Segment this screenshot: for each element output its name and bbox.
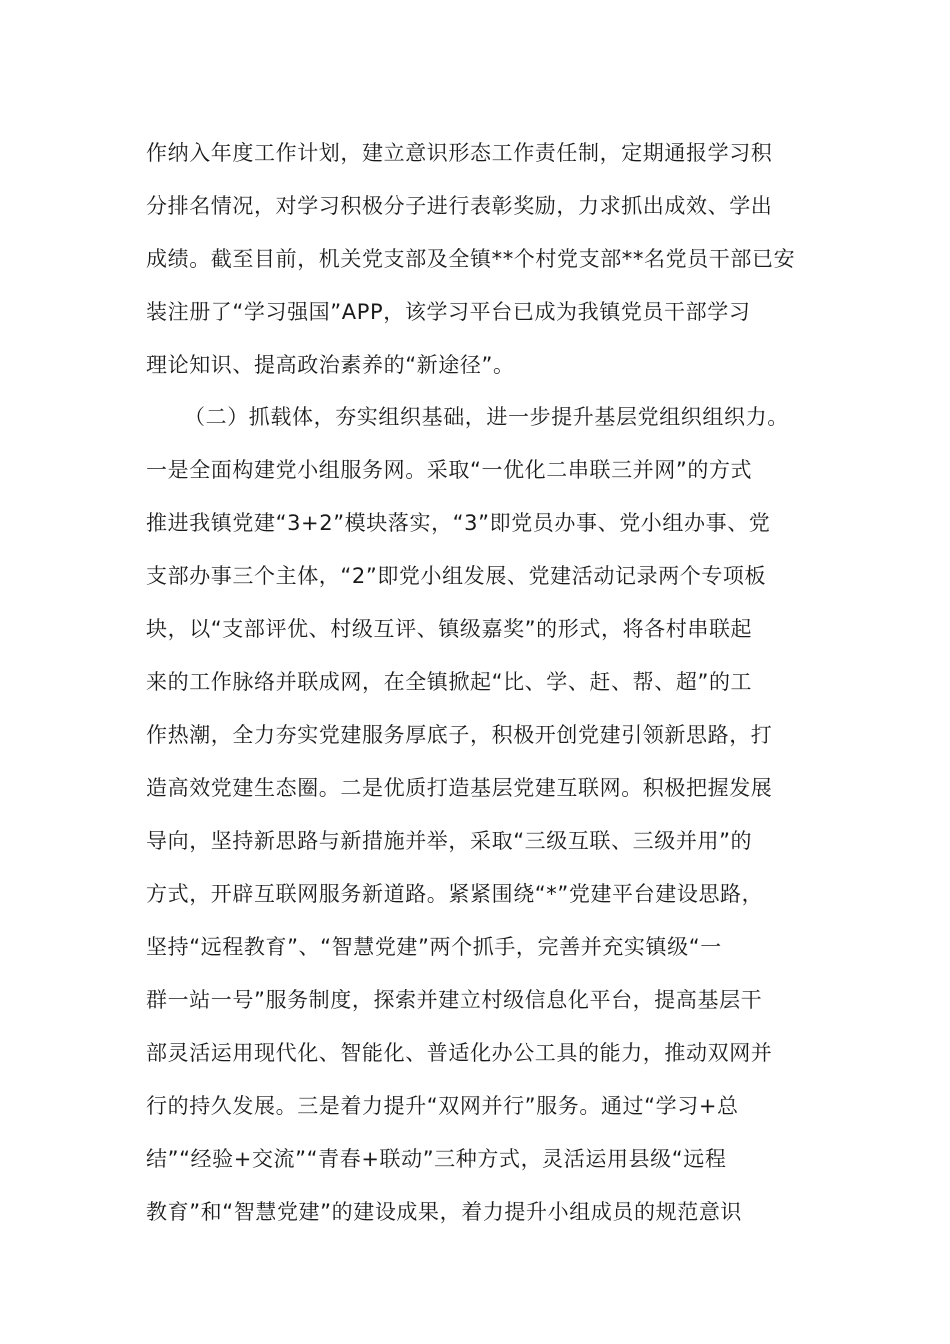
paragraph-line: 来的工作脉络并联成网，在全镇掀起“比、学、赶、帮、超”的工	[146, 670, 753, 694]
paragraph-line: 支部办事三个主体，“2”即党小组发展、党建活动记录两个专项板	[146, 564, 767, 588]
section-heading-line: （二）抓载体，夯实组织基础，进一步提升基层党组织组织力。	[184, 405, 789, 429]
paragraph-line: 结”“经验+交流”“青春+联动”三种方式，灵活运用县级“远程	[146, 1147, 727, 1171]
paragraph-line: 坚持“远程教育”、“智慧党建”两个抓手，完善并充实镇级“一	[146, 935, 722, 959]
paragraph-2	[146, 391, 800, 1239]
paragraph-line: 一是全面构建党小组服务网。采取“一优化二串联三并网”的方式	[146, 458, 753, 482]
paragraph-line: 作热潮，全力夯实党建服务厚底子，积极开创党建引领新思路，打	[146, 723, 773, 747]
paragraph-line: 推进我镇党建“3+2”模块落实，“3”即党员办事、党小组办事、党	[146, 511, 771, 535]
paragraph-line: 装注册了“学习强国”APP，该学习平台已成为我镇党员干部学习	[146, 300, 751, 324]
paragraph-line: 导向，坚持新思路与新措施并举，采取“三级互联、三级并用”的	[146, 829, 753, 853]
paragraph-line: 理论知识、提高政治素养的“新途径”。	[146, 353, 515, 377]
paragraph-1	[146, 127, 800, 392]
paragraph-line: 作纳入年度工作计划，建立意识形态工作责任制，定期通报学习积	[146, 141, 773, 165]
paragraph-line: 成绩。截至目前，机关党支部及全镇**个村党支部**名党员干部已安	[146, 247, 796, 271]
paragraph-line: 分排名情况，对学习积极分子进行表彰奖励，力求抓出成效、学出	[146, 194, 773, 218]
paragraph-line: 行的持久发展。三是着力提升“双网并行”服务。通过“学习+总	[146, 1094, 739, 1118]
paragraph-line: 群一站一号”服务制度，探索并建立村级信息化平台，提高基层干	[146, 988, 763, 1012]
paragraph-line: 块，以“支部评优、村级互评、镇级嘉奖”的形式，将各村串联起	[146, 617, 753, 641]
paragraph-line: 造高效党建生态圈。二是优质打造基层党建互联网。积极把握发展	[146, 776, 773, 800]
paragraph-line: 方式，开辟互联网服务新道路。紧紧围绕“*”党建平台建设思路，	[146, 882, 764, 906]
paragraph-line: 教育”和“智慧党建”的建设成果，着力提升小组成员的规范意识	[146, 1200, 743, 1224]
paragraph-line: 部灵活运用现代化、智能化、普适化办公工具的能力，推动双网并	[146, 1041, 773, 1065]
